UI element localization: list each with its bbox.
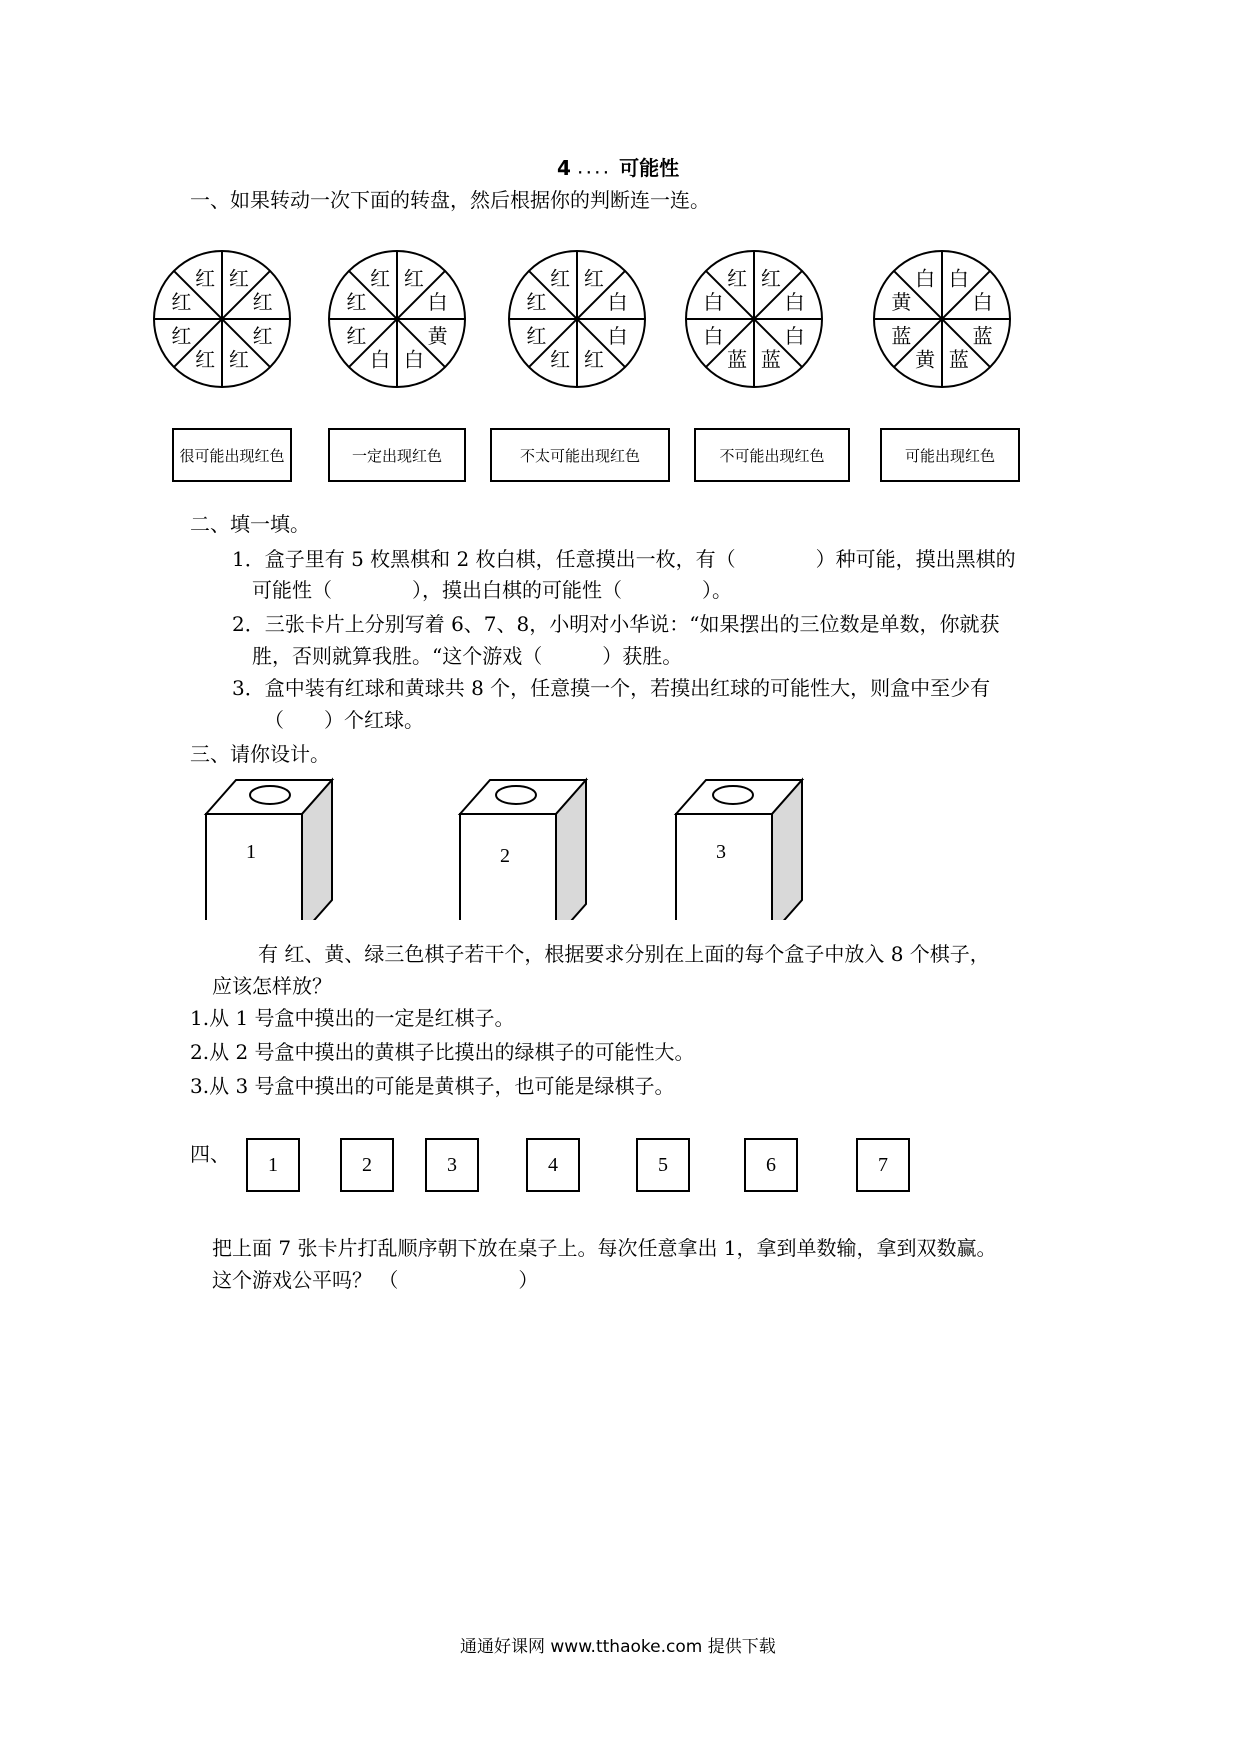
- title-number: 4: [557, 156, 571, 180]
- box-3-label: 3: [716, 841, 726, 863]
- spinner-sector-label: 黄: [891, 290, 912, 315]
- label-very-likely-red[interactable]: 很可能出现红色: [172, 428, 292, 482]
- box-1: [206, 780, 332, 920]
- spinner-sector-label: 白: [607, 323, 628, 348]
- section1-heading: 一、如果转动一次下面的转盘，然后根据你的判断连一连。: [190, 188, 710, 212]
- card-2: 2: [340, 1138, 394, 1192]
- spinner-sector-label: 白: [403, 347, 424, 372]
- spinner-sector-label: 红: [727, 266, 748, 291]
- section4-text-2: 这个游戏公平吗？ （ ）: [212, 1268, 539, 1292]
- spinner-sector-label: 红: [346, 290, 367, 315]
- spinner-sector-label: 红: [583, 347, 604, 372]
- spinner-sector-label: 白: [972, 290, 993, 315]
- title-text: 可能性: [619, 156, 680, 180]
- box-2: [460, 780, 586, 920]
- spinner-sector-label: 白: [370, 347, 391, 372]
- spinner-sector-label: 蓝: [972, 323, 993, 348]
- card-6: 6: [744, 1138, 798, 1192]
- spinner-sector-label: 红: [195, 347, 216, 372]
- spinner-sector-label: 红: [550, 266, 571, 291]
- card-3: 3: [425, 1138, 479, 1192]
- spinner-sector-label: 红: [550, 347, 571, 372]
- spinner-sector-label: 红: [760, 266, 781, 291]
- q1-line2: 可能性（ ），摸出白棋的可能性（ ）。: [252, 578, 732, 602]
- spinner-sector-label: 红: [171, 290, 192, 315]
- card-4: 4: [526, 1138, 580, 1192]
- spinner-sector-label: 黄: [915, 347, 936, 372]
- page-title: [557, 152, 679, 181]
- spinner-sector-label: 蓝: [760, 347, 781, 372]
- q2-line2: 胜，否则就算我胜。“这个游戏（ ）获胜。: [252, 644, 683, 668]
- card-5: 5: [636, 1138, 690, 1192]
- box-1-label: 1: [246, 841, 256, 863]
- spinner-sector-label: 蓝: [727, 347, 748, 372]
- spinner-sector-label: 黄: [427, 323, 448, 348]
- section3-item-3: 3.从 3 号盒中摸出的可能是黄棋子，也可能是绿棋子。: [190, 1074, 675, 1098]
- label-certain-red[interactable]: 一定出现红色: [328, 428, 466, 482]
- spinner-sector-label: 红: [228, 347, 249, 372]
- spinner-sector-label: 红: [171, 323, 192, 348]
- spinner-sector-label: 红: [370, 266, 391, 291]
- spinner-sector-label: 白: [784, 323, 805, 348]
- spinner-sector-label: 红: [195, 266, 216, 291]
- spinner-sector-label: 红: [228, 266, 249, 291]
- spinner-sector-label: 红: [526, 323, 547, 348]
- label-unlikely-red[interactable]: 不太可能出现红色: [490, 428, 670, 482]
- spinner-sector-label: 白: [948, 266, 969, 291]
- spinner-sector-label: 红: [583, 266, 604, 291]
- spinner-sector-label: 红: [403, 266, 424, 291]
- box-2-label: 2: [500, 845, 510, 867]
- spinner-sector-label: 白: [607, 290, 628, 315]
- section3-heading: 三、请你设计。: [190, 742, 330, 766]
- section2-heading: 二、填一填。: [190, 512, 310, 536]
- design-boxes: [0, 770, 1240, 920]
- spinner-3: [509, 251, 645, 387]
- footer-credit: 通通好课网 www.tthaoke.com 提供下载: [460, 1637, 776, 1657]
- box-3: [676, 780, 802, 920]
- spinner-sector-label: 白: [703, 290, 724, 315]
- q3-line1: 3．盒中装有红球和黄球共 8 个，任意摸一个，若摸出红球的可能性大，则盒中至少有: [232, 676, 991, 700]
- section3-item-1: 1.从 1 号盒中摸出的一定是红棋子。: [190, 1006, 515, 1030]
- q3-line2: （ ）个红球。: [264, 708, 424, 732]
- spinner-sector-label: 红: [252, 323, 273, 348]
- title-dots: ....: [577, 162, 613, 177]
- card-1: 1: [246, 1138, 300, 1192]
- spinners: [0, 236, 1240, 406]
- section3-item-2: 2.从 2 号盒中摸出的黄棋子比摸出的绿棋子的可能性大。: [190, 1040, 695, 1064]
- q1-line1: 1．盒子里有 5 枚黑棋和 2 枚白棋，任意摸出一枚，有（ ）种可能，摸出黑棋的: [232, 547, 1016, 571]
- spinner-sector-label: 红: [526, 290, 547, 315]
- spinner-sector-label: 红: [346, 323, 367, 348]
- spinner-4: [686, 251, 822, 387]
- card-7: 7: [856, 1138, 910, 1192]
- section4-heading: 四、: [190, 1142, 230, 1166]
- section3-intro-1: 有 红、黄、绿三色棋子若干个，根据要求分别在上面的每个盒子中放入 8 个棋子，: [258, 942, 990, 966]
- label-possible-red[interactable]: 可能出现红色: [880, 428, 1020, 482]
- label-impossible-red[interactable]: 不可能出现红色: [694, 428, 850, 482]
- spinner-sector-label: 红: [252, 290, 273, 315]
- spinner-sector-label: 蓝: [891, 323, 912, 348]
- spinner-sector-label: 白: [703, 323, 724, 348]
- spinner-sector-label: 白: [427, 290, 448, 315]
- spinner-1: [154, 251, 290, 387]
- spinner-5: [874, 251, 1010, 387]
- spinner-2: [329, 251, 465, 387]
- section3-intro-2: 应该怎样放？: [212, 974, 332, 998]
- spinner-sector-label: 白: [915, 266, 936, 291]
- section4-text-1: 把上面 7 张卡片打乱顺序朝下放在桌子上。每次任意拿出 1，拿到单数输，拿到双数赢。: [212, 1236, 997, 1260]
- spinner-sector-label: 蓝: [948, 347, 969, 372]
- q2-line1: 2．三张卡片上分别写着 6、7、8，小明对小华说：“如果摆出的三位数是单数，你就获: [232, 612, 1000, 636]
- spinner-sector-label: 白: [784, 290, 805, 315]
